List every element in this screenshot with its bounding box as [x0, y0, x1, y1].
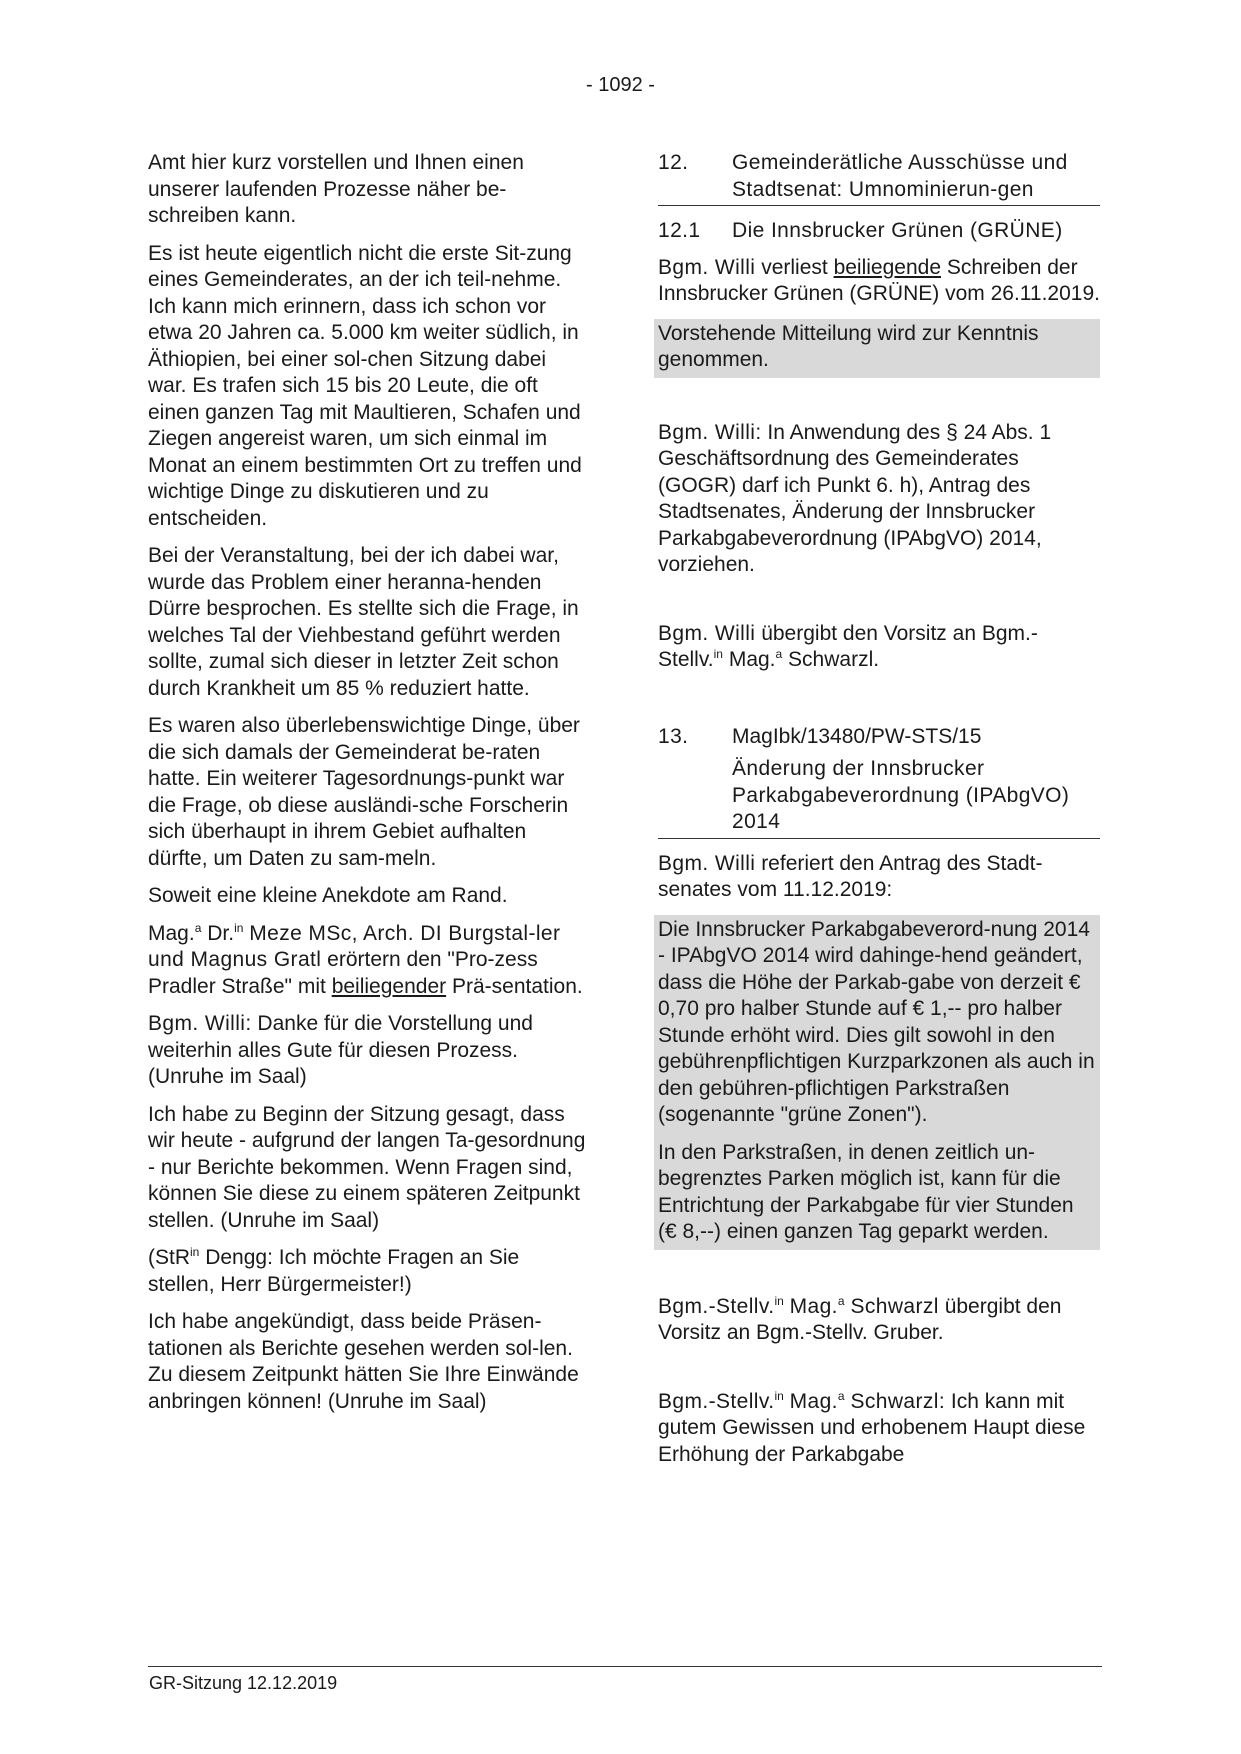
divider [658, 838, 1100, 839]
agenda-title: Änderung der Innsbrucker Parkabgabeverordnung (IPAbgVO) 2014 [732, 757, 1070, 833]
paragraph: Bgm. Willi: In Anwendung des § 24 Abs. 1 Geschäftsordnung des Gemeinderates (GOGR) darf ich Punkt 6. h), Antrag des Stadtsenates, Änderung der Innsbrucker Parkabgabeverordnung (IPAbgVO) 2014, vorziehen. [658, 420, 1052, 576]
paragraph: (StR$^{in}$ Dengg: Ich möchte Fragen an Sie stellen, Herr Bürgermeister!) [148, 1245, 520, 1296]
speaker: Dr. [207, 921, 235, 945]
speaker: Mag. [148, 921, 195, 945]
speaker: Bgm. Willi: [148, 1012, 252, 1035]
left-column [148, 150, 590, 1426]
paragraph: Bgm. Willi: Danke für die Vorstellung und weiterhin alles Gute für diesen Prozess. (Unruhe im Saal) [148, 1012, 533, 1088]
agenda-heading-12 [658, 150, 1100, 203]
paragraph: Ich habe angekündigt, dass beide Präsen-tationen als Berichte gesehen werden sol-len. Zu diesem Zeitpunkt hätten Sie Ihre Einwände anbringen können! (Unruhe im Saal) [148, 1310, 579, 1413]
agenda-heading-12-1 [658, 218, 1100, 245]
paragraph: Ich habe zu Beginn der Sitzung gesagt, dass wir heute - aufgrund der langen Ta-gesordnung - nur Berichte bekommen. Wenn Fragen sind, können Sie diese zu einem späteren Zeitpunkt stellen. (Unruhe im Saal) [148, 1102, 586, 1232]
agenda-title: Gemeinderätliche Ausschüsse und Stadtsenat: Umnominierun-gen [732, 151, 1068, 201]
paragraph: Bgm. Willi referiert den Antrag des Stadt-senates vom 11.12.2019: [658, 851, 1043, 901]
paragraph: Amt hier kurz vorstellen und Ihnen einen unserer laufenden Prozesse näher be-schreiben kann. [148, 151, 524, 227]
paragraph: Bgm. Willi verliest beiliegende Schreiben der Innsbrucker Grünen (GRÜNE) vom 26.11.2019. [658, 255, 1100, 305]
paragraph: Bei der Veranstaltung, bei der ich dabei war, wurde das Problem einer heranna-henden Dürre besprochen. Es stellte sich die Frage, in welches Tal der Viehbestand geführt werden sollte, zumal sich dieser in letzter Zeit schon durch Krankheit um 85 % reduziert hatte. [148, 544, 579, 700]
speaker: Bgm. Willi [658, 621, 756, 645]
paragraph: Mag.$^a$ Dr.$^{in}$ Meze MSc, Arch. DI Burgstal-ler und Magnus Gratl erörtern den "Pro-zess Pradler Straße" mit beiliegender Prä-sentation. [148, 920, 583, 998]
agenda-code: MagIbk/13480/PW-STS/15 [732, 724, 982, 748]
footer-text: GR-Sitzung 12.12.2019 [149, 1673, 338, 1693]
resolution-text: Die Innsbrucker Parkabgabeverord-nung 2014 - IPAbgVO 2014 wird dahinge-hend geändert, dass die Höhe der Parkab-gabe von derzeit € 0,70 pro halber Stunde auf € 1,-- pro halber Stunde erhöht wird. Dies gilt sowohl in den gebührenpflichtigen Kurzparkzonen als auch in den gebühren-pflichtigen Parkstraßen (sogenannte "grüne Zonen"). [658, 917, 1095, 1126]
paragraph: Soweit eine kleine Anekdote am Rand. [148, 884, 508, 907]
speaker: Bgm.-Stellv. [658, 1294, 775, 1318]
paragraph: Es ist heute eigentlich nicht die erste Sit-zung eines Gemeinderates, an der ich teil-nehme. Ich kann mich erinnern, dass ich schon vor etwa 20 Jahren ca. 5.000 km weiter südlich, in Äthiopien, bei einer sol-chen Sitzung dabei war. Es trafen sich 15 bis 20 Leute, die oft einen ganzen Tag mit Maultieren, Schafen und Ziegen angereist waren, um sich einmal im Monat an einem bestimmten Ort zu treffen und wichtige Dinge zu diskutieren und zu entscheiden. [148, 241, 582, 530]
footer-divider [148, 1666, 1102, 1667]
paragraph: Bgm.-Stellv.$^{in}$ Mag.$^a$ Schwarzl: Ich kann mit gutem Gewissen und erhobenem Haupt diese Erhöhung der Parkabgabe [658, 1388, 1086, 1466]
resolution-box [654, 915, 1100, 1250]
agenda-heading-13 [658, 724, 1100, 751]
resolution-text: Vorstehende Mitteilung wird zur Kenntnis genommen. [658, 321, 1039, 371]
page-number: - 1092 - [586, 74, 655, 96]
agenda-number: 13. [658, 724, 689, 748]
agenda-title: Die Innsbrucker Grünen (GRÜNE) [732, 219, 1063, 242]
resolution-text: In den Parkstraßen, in denen zeitlich un-begrenztes Parken möglich ist, kann für die Entrichtung der Parkabgabe für vier Stunden (€ 8,--) einen ganzen Tag geparkt werden. [658, 1140, 1074, 1243]
speaker: Mag. [789, 1294, 838, 1318]
speaker: Bgm. Willi: [658, 420, 762, 444]
speaker: Bgm. Willi [658, 851, 756, 875]
speaker: Bgm. Willi [658, 255, 756, 279]
divider [658, 205, 1100, 206]
paragraph: Es waren also überlebenswichtige Dinge, über die sich damals der Gemeinderat be-raten hatte. Ein weiterer Tagesordnungs-punkt war die Frage, ob diese ausländi-sche Forscherin sich überhaupt in ihrem Gebiet aufhalten dürfte, um Daten zu sam-meln. [148, 714, 580, 870]
agenda-number: 12. [658, 151, 689, 174]
resolution-box [654, 319, 1100, 378]
attachment-reference: beiliegender [331, 974, 447, 998]
agenda-number: 12.1 [658, 219, 701, 242]
speaker: Schwarzl [850, 1294, 939, 1318]
attachment-reference: beiliegende [833, 255, 941, 279]
paragraph: Bgm.-Stellv.$^{in}$ Mag.$^a$ Schwarzl übergibt den Vorsitz an Bgm.-Stellv. Gruber. [658, 1293, 1062, 1344]
right-column [658, 150, 1100, 1479]
speaker: Mag. [789, 1389, 838, 1413]
agenda-title-13 [658, 756, 1100, 836]
paragraph: Bgm. Willi übergibt den Vorsitz an Bgm.-Stellv.$^{in}$ Mag.$^a$ Schwarzl. [658, 621, 1038, 671]
speaker: Bgm.-Stellv. [658, 1389, 775, 1413]
speaker-names: Meze MSc, Arch. DI Burgstal-ler und Magnus Gratl [148, 921, 561, 971]
speaker: Schwarzl: [850, 1389, 946, 1413]
